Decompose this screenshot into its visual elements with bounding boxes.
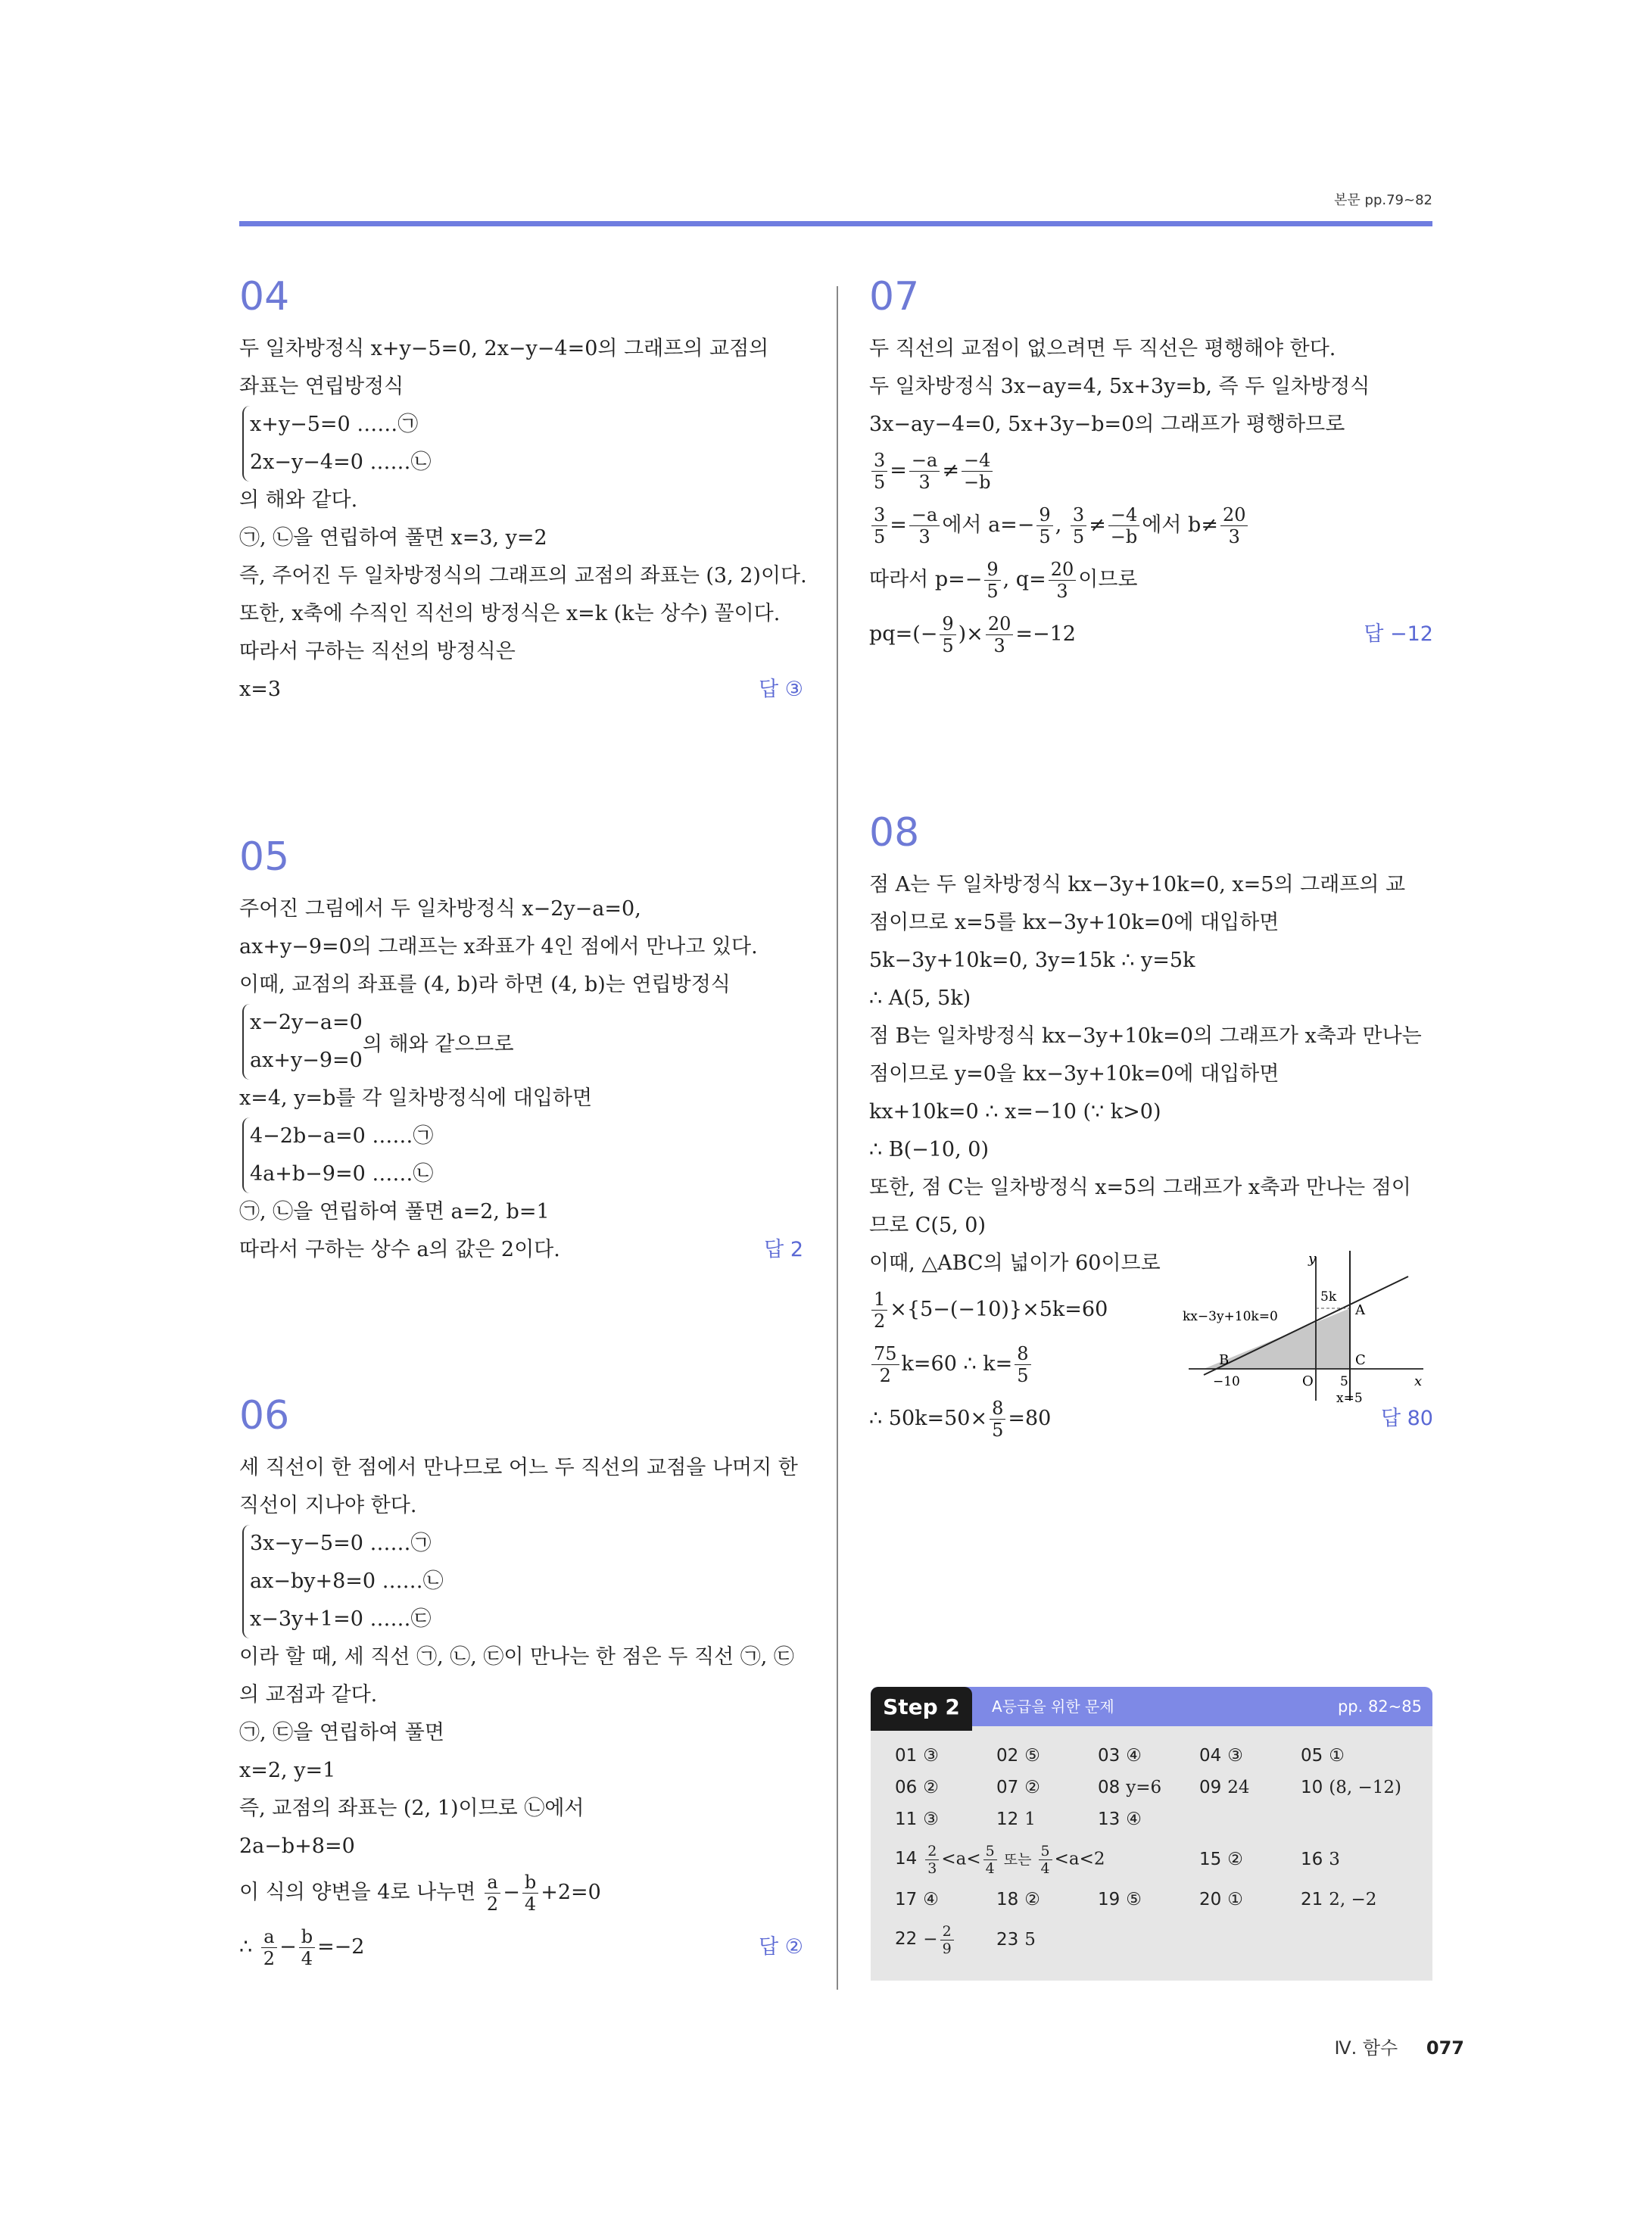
text-fragment: , q= (1002, 568, 1046, 591)
final-line: ∴ $\frac{a}{2}$ − $\frac{b}{4}$ =−2 답 ② (239, 1920, 803, 1975)
fraction (984, 559, 1000, 602)
text-line: 이라 할 때, 세 직선 ㉠, ㉡, ㉢이 만나는 한 점은 두 직선 ㉠, ㉢ (239, 1645, 794, 1669)
text-fragment: pq=(− (869, 622, 938, 646)
answer-cell: 05 ① (1301, 1746, 1345, 1766)
answer-badge: 답 80 (1380, 1407, 1433, 1430)
numerator: b (299, 1926, 315, 1948)
fraction (871, 1343, 899, 1386)
fraction (1220, 504, 1248, 547)
triangle-graph (1181, 1242, 1431, 1423)
denominator: 5 (874, 526, 886, 547)
text-line: 또한, x축에 수직인 직선의 방정식은 x=k (k는 상수) 꼴이다. (239, 602, 781, 625)
answer-cell: 14 $\frac{2}{3}$ <a< $\frac{5}{4}$ 또는 $\frac{5}{4}$ <a<2 (895, 1842, 1105, 1877)
text-line: 따라서 구하는 상수 a의 값은 2이다. (239, 1238, 560, 1261)
page-reference: 본문 pp.79~82 (1334, 192, 1432, 208)
text-line: x=2, y=1 (239, 1759, 336, 1782)
text-line: x=3 (239, 678, 282, 701)
text-line: x=4, y=b를 각 일차방정식에 대입하면 (239, 1086, 593, 1110)
numerator: −4 (962, 450, 993, 472)
text-line: 이때, △ABC의 넓이가 60이므로 (869, 1252, 1161, 1275)
text-line: ㉠, ㉡을 연립하여 풀면 a=2, b=1 (239, 1200, 550, 1223)
text-line: 즉, 주어진 두 일차방정식의 그래프의 교점의 좌표는 (3, 2)이다. (239, 564, 807, 588)
step2-tab: Step 2 (871, 1687, 972, 1731)
solution-07 (869, 274, 1433, 662)
text-line: 주어진 그림에서 두 일차방정식 x−2y−a=0, (239, 897, 641, 921)
solution-05 (239, 834, 803, 1269)
text-fragment: k=60 ∴ k= (901, 1352, 1013, 1376)
numerator: 9 (940, 613, 955, 635)
answer-cell: 03 ④ (1098, 1746, 1142, 1766)
not-equal-sign: ≠ (1089, 513, 1106, 537)
answer-cell: 13 ④ (1098, 1810, 1142, 1829)
answer-cell: 11 ③ (895, 1810, 939, 1829)
answer-cell: 09 24 (1199, 1778, 1250, 1797)
text-line: 3x−ay−4=0, 5x+3y−b=0의 그래프가 평행하므로 (869, 413, 1345, 436)
line-equation-label: kx−3y+10k=0 (1183, 1309, 1278, 1324)
answer-row (895, 1835, 1425, 1884)
final-line (869, 607, 1433, 662)
answer-cell: 18 ② (996, 1890, 1040, 1909)
numerator: a (485, 1872, 500, 1894)
answer-cell: 02 ⑤ (996, 1746, 1040, 1766)
equation-system (242, 1118, 803, 1193)
fraction (909, 450, 940, 493)
numerator: 3 (871, 504, 887, 526)
answer-badge: 답 2 (764, 1238, 803, 1261)
text-fragment: 에서 a=− (942, 513, 1035, 537)
text-fragment: =80 (1008, 1407, 1052, 1430)
numerator: −a (909, 450, 940, 472)
fraction (871, 1289, 887, 1332)
equation: x+y−5=0 ……㉠ (250, 413, 419, 436)
text-line: 직선이 지나야 한다. (239, 1494, 417, 1517)
numerator: b (522, 1872, 538, 1894)
fraction (485, 1872, 500, 1915)
system-row (239, 1004, 803, 1080)
final-line (239, 1231, 803, 1269)
denominator: 4 (301, 1948, 313, 1969)
fraction (909, 504, 940, 547)
numerator: 20 (1049, 559, 1077, 581)
problem-number: 06 (239, 1393, 290, 1439)
text-line: 두 일차방정식 x+y−5=0, 2x−y−4=0의 그래프의 교점의 (239, 337, 769, 360)
equals-sign: = (890, 513, 907, 537)
answer-cell: 06 ② (895, 1778, 939, 1797)
denominator: 5 (1017, 1365, 1029, 1386)
page-footer (1334, 2033, 1464, 2059)
denominator: 3 (918, 472, 930, 493)
numerator: a (261, 1926, 277, 1948)
text-fragment: 이므로 (1078, 568, 1138, 591)
numerator: −a (909, 504, 940, 526)
numerator: 8 (1015, 1343, 1030, 1365)
answer-row (895, 1772, 1425, 1803)
solution-06 (239, 1393, 803, 1975)
numerator: 3 (871, 450, 887, 472)
fraction (986, 613, 1014, 656)
denominator: 2 (263, 1948, 276, 1969)
denominator: 5 (1072, 526, 1085, 547)
equation-system (242, 1004, 363, 1080)
answer-grid (895, 1740, 1425, 1964)
five-label: 5 (1340, 1374, 1348, 1389)
fraction (1015, 1343, 1030, 1386)
text-line: 따라서 구하는 직선의 방정식은 (239, 640, 516, 663)
numerator: −4 (1108, 504, 1139, 526)
numerator: 9 (984, 559, 1000, 581)
problem-number: 08 (869, 810, 920, 856)
text-line (869, 553, 1433, 607)
text-line: 또한, 점 C는 일차방정식 x=5의 그래프가 x축과 만나는 점이 (869, 1176, 1411, 1199)
text-line: ㉠, ㉡을 연립하여 풀면 x=3, y=2 (239, 526, 547, 550)
chapter-label: Ⅳ. 함수 (1334, 2037, 1398, 2059)
text-fragment: ×{5−(−10)}×5k=60 (890, 1298, 1108, 1321)
equation: x−2y−a=0 (250, 1011, 363, 1034)
equation: ax−by+8=0 ……㉡ (250, 1569, 444, 1593)
y-axis-label: y (1308, 1251, 1317, 1267)
answer-cell: 01 ③ (895, 1746, 939, 1766)
problem-number: 04 (239, 274, 290, 320)
page-number: 077 (1426, 2037, 1464, 2059)
numerator: 8 (990, 1398, 1005, 1420)
text-line: 므로 C(5, 0) (869, 1214, 986, 1237)
answer-cell: 19 ⑤ (1098, 1890, 1142, 1909)
denominator: 3 (1056, 581, 1068, 602)
text-fragment: =−2 (317, 1935, 365, 1959)
denominator: 3 (918, 526, 930, 547)
text-line: 점이므로 y=0을 kx−3y+10k=0에 대입하면 (869, 1062, 1280, 1086)
fraction (990, 1398, 1005, 1441)
denominator: 4 (524, 1894, 537, 1915)
answer-row (895, 1884, 1425, 1915)
text-line: 이때, 교점의 좌표를 (4, b)라 하면 (4, b)는 연립방정식 (239, 973, 731, 996)
equation: 3x−y−5=0 ……㉠ (250, 1532, 432, 1555)
numerator: 1 (871, 1289, 887, 1311)
text-line: 좌표는 연립방정식 (239, 375, 404, 398)
text-fragment: +2=0 (541, 1881, 601, 1904)
point-a-label: A (1355, 1302, 1365, 1318)
problem-number: 07 (869, 274, 920, 320)
text-line: 이 식의 양변을 4로 나누면 $\frac{a}{2}$ − $\frac{b}{4}$ +2=0 (239, 1872, 601, 1915)
denominator: 2 (486, 1894, 499, 1915)
point-c-label: C (1355, 1352, 1366, 1368)
therefore-sign: ∴ (239, 1935, 253, 1959)
denominator: 5 (874, 472, 886, 493)
text-line: 의 교점과 같다. (239, 1683, 378, 1707)
equation-system (242, 406, 803, 482)
text-line: ax+y−9=0의 그래프는 x좌표가 4인 점에서 만나고 있다. (239, 935, 758, 959)
answer-cell: 21 2, −2 (1301, 1890, 1377, 1909)
text-fragment: , (1055, 513, 1062, 537)
text-line: 점 A는 두 일차방정식 kx−3y+10k=0, x=5의 그래프의 교 (869, 873, 1406, 896)
text-fragment: )× (958, 622, 983, 646)
fraction (871, 504, 887, 547)
numerator: 75 (871, 1343, 899, 1365)
denominator: 5 (942, 635, 954, 656)
numerator: 3 (1071, 504, 1086, 526)
step2-title: A등급을 위한 문제 (992, 1697, 1114, 1716)
text-fragment: 따라서 p=− (869, 568, 983, 591)
origin-label: O (1302, 1373, 1314, 1389)
point-b-label: B (1219, 1352, 1230, 1368)
numerator: 20 (986, 613, 1014, 635)
answer-badge: 답 ③ (759, 678, 803, 701)
answer-cell: 22 − $\frac{2}{9}$ (895, 1923, 996, 1957)
answer-cell: 10 (8, −12) (1301, 1778, 1402, 1797)
equation: ax+y−9=0 (250, 1049, 363, 1072)
denominator: 5 (992, 1420, 1004, 1441)
answer-row (895, 1915, 1425, 1964)
denominator: 2 (874, 1311, 886, 1332)
answer-badge: 답 −12 (1364, 622, 1433, 646)
column-divider (837, 286, 838, 1990)
answer-cell: 08 y=6 (1098, 1778, 1162, 1797)
text-fragment: 이 식의 양변을 4로 나누면 (239, 1881, 476, 1904)
denominator: −b (1110, 526, 1138, 547)
fraction (1049, 559, 1077, 602)
x-equals-5-label: x=5 (1336, 1391, 1363, 1406)
equation: x−3y+1=0 ……㉢ (250, 1607, 432, 1631)
answer-cell: 04 ③ (1199, 1746, 1243, 1766)
fraction (940, 613, 955, 656)
text-line: 즉, 교점의 좌표는 (2, 1)이므로 ㉡에서 (239, 1797, 584, 1820)
final-line (239, 671, 803, 709)
text-line: ㉠, ㉢을 연립하여 풀면 (239, 1721, 444, 1744)
equation: 4a+b−9=0 ……㉡ (250, 1162, 434, 1186)
denominator: 5 (1039, 526, 1051, 547)
answer-row (895, 1803, 1425, 1835)
fraction (962, 450, 993, 493)
text-line: 세 직선이 한 점에서 만나므로 어느 두 직선의 교점을 나머지 한 (239, 1456, 798, 1479)
problem-number: 05 (239, 834, 290, 880)
answer-cell: 15 ② (1199, 1850, 1243, 1869)
fraction (1071, 504, 1086, 547)
text-line: 두 일차방정식 3x−ay=4, 5x+3y=b, 즉 두 일차방정식 (869, 375, 1370, 398)
text-line: 의 해와 같다. (239, 488, 358, 512)
fraction (1036, 504, 1052, 547)
denominator: 2 (879, 1365, 891, 1386)
text-line: 두 직선의 교점이 없으려면 두 직선은 평행해야 한다. (869, 337, 1336, 360)
answer-row (895, 1740, 1425, 1772)
text-line: 점이므로 x=5를 kx−3y+10k=0에 대입하면 (869, 911, 1280, 934)
denominator: 3 (993, 635, 1005, 656)
answer-cell: 20 ① (1199, 1890, 1243, 1909)
header-rule (239, 221, 1432, 226)
text-line: 2a−b+8=0 (239, 1834, 355, 1858)
equation: 4−2b−a=0 ……㉠ (250, 1124, 434, 1148)
text-line (869, 498, 1433, 553)
answer-cell: 17 ④ (895, 1890, 939, 1909)
not-equal-sign: ≠ (942, 459, 959, 482)
text-line: ∴ A(5, 5k) (869, 987, 971, 1010)
text-fragment: 에서 b≠ (1142, 513, 1218, 537)
numerator: 20 (1220, 504, 1248, 526)
denominator: 5 (987, 581, 999, 602)
x-axis-label: x (1414, 1373, 1423, 1389)
answer-cell: 12 1 (996, 1810, 1036, 1829)
answer-cell: 23 5 (996, 1930, 1036, 1950)
text-fragment: =−12 (1015, 622, 1076, 646)
equation: 2x−y−4=0 ……㉡ (250, 450, 432, 474)
equals-sign: = (890, 459, 907, 482)
fraction (299, 1926, 315, 1969)
text-line: 점 B는 일차방정식 kx−3y+10k=0의 그래프가 x축과 만나는 (869, 1024, 1422, 1048)
text-line: kx+10k=0 ∴ x=−10 (∵ k>0) (869, 1100, 1161, 1124)
text-fragment: ∴ 50k=50× (869, 1407, 988, 1430)
step2-pages: pp. 82~85 (1337, 1697, 1422, 1716)
text-line: 5k−3y+10k=0, 3y=15k ∴ y=5k (869, 949, 1195, 972)
fraction (871, 450, 887, 493)
denominator: −b (963, 472, 991, 493)
fraction (1108, 504, 1139, 547)
answer-cell: 07 ② (996, 1778, 1040, 1797)
answer-badge: 답 ② (759, 1935, 803, 1959)
neg-ten-label: −10 (1213, 1374, 1240, 1389)
denominator: 3 (1228, 526, 1240, 547)
five-k-label: 5k (1320, 1289, 1337, 1305)
fraction (522, 1872, 538, 1915)
fraction (261, 1926, 277, 1969)
text-fragment: 의 해와 같으므로 (362, 1032, 514, 1056)
text-line: ∴ B(−10, 0) (869, 1138, 989, 1161)
solution-04 (239, 274, 807, 709)
equation-system (242, 1525, 803, 1638)
numerator: 9 (1036, 504, 1052, 526)
answer-cell: 16 3 (1301, 1850, 1340, 1869)
proportion-line (869, 444, 1433, 498)
